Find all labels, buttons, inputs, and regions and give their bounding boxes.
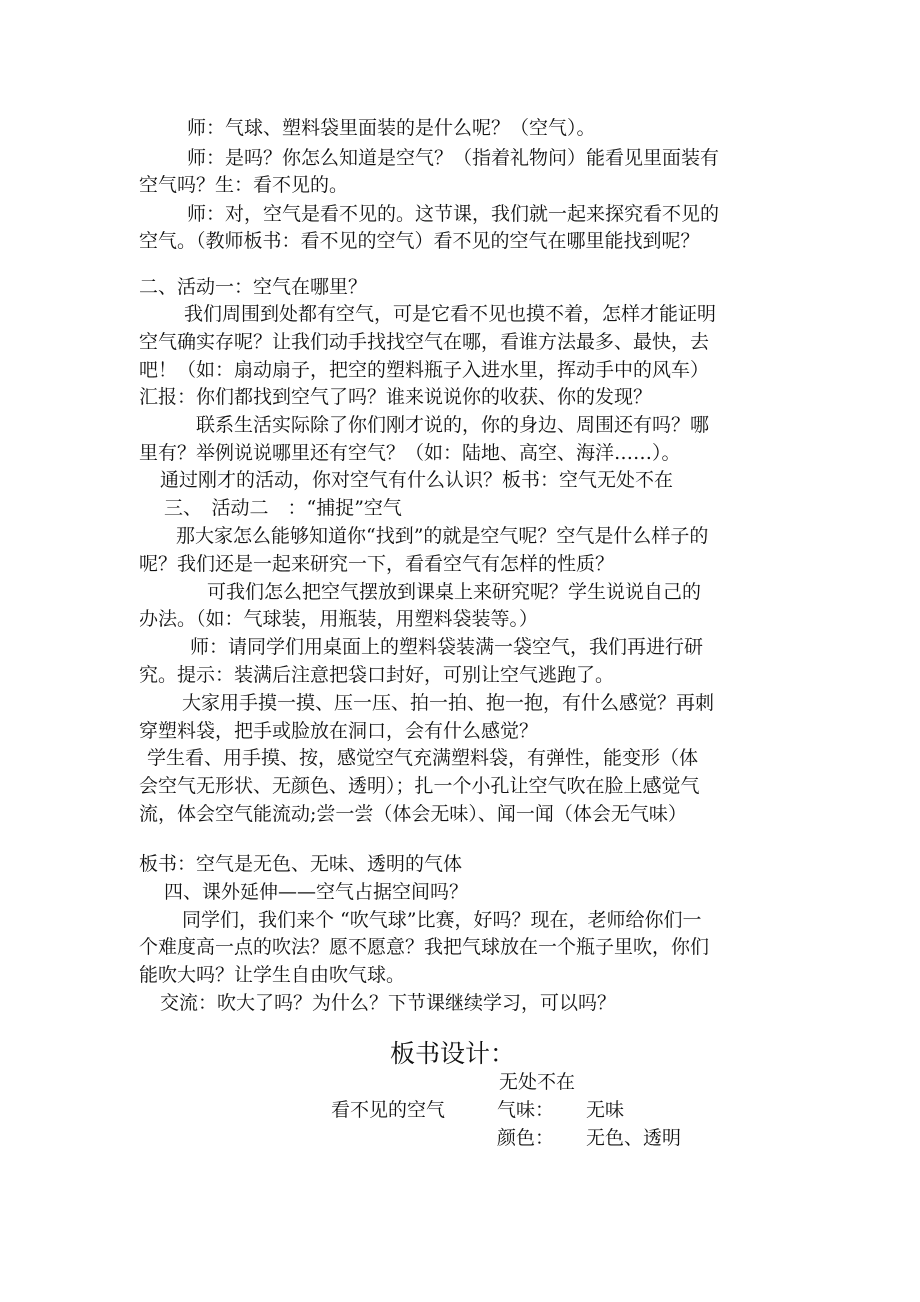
text-line: 师：气球、塑料袋里面装的是什么呢？（空气）。 [187, 117, 596, 139]
text-line: 呢？我们还是一起来研究一下，看看空气有怎样的性质？ [139, 553, 615, 575]
text-line: 师：对，空气是看不见的。这节课，我们就一起来探究看不见的 [187, 203, 720, 225]
text-line: 汇报：你们都找到空气了吗？谁来说说你的收获、你的发现？ [139, 386, 653, 408]
text-line: 究。提示：装满后注意把袋口封好，可别让空气逃跑了。 [139, 664, 615, 686]
board-color-value: 无色、透明 [586, 1127, 682, 1149]
text-line: 能吹大吗？让学生自由吹气球。 [139, 964, 406, 986]
text-line: 流，体会空气能流动;尝一尝（体会无味）、闻一闻（体会无气味） [139, 803, 687, 825]
board-design-title: 板书设计： [390, 1039, 516, 1068]
board-smell-label: 气味： [497, 1099, 555, 1121]
board-color-label: 颜色： [497, 1127, 555, 1149]
text-line: 会空气无形状、无颜色、透明）；扎一个小孔让空气吹在脸上感觉气 [139, 775, 700, 797]
text-line: 学生看、用手摸、按，感觉空气充满塑料袋，有弹性，能变形（体 [147, 747, 699, 769]
text-line: 交流：吹大了吗？为什么？下节课继续学习，可以吗？ [160, 992, 617, 1014]
text-line: 我们周围到处都有空气，可是它看不见也摸不着，怎样才能证明 [184, 303, 717, 325]
text-line: 师：是吗？你怎么知道是空气？（指着礼物问）能看见里面装有 [187, 147, 720, 169]
text-line: 可我们怎么把空气摆放到课桌上来研究呢？学生说说自己的 [207, 581, 702, 603]
text-line: 那大家怎么能够知道你“找到”的就是空气呢？空气是什么样子的 [176, 525, 709, 547]
text-line: 空气。（教师板书：看不见的空气）看不见的空气在哪里能找到呢？ [139, 230, 700, 252]
text-line: 大家用手摸一摸、压一压、拍一拍、抱一抱，有什么感觉？再刺 [182, 692, 715, 714]
board-note: 板书：空气是无色、无味、透明的气体 [139, 853, 463, 875]
text-line: 空气确实存呢？让我们动手找找空气在哪，看谁方法最多、最快，去 [139, 331, 710, 353]
text-line: 通过刚才的活动，你对空气有什么认识？板书：空气无处不在 [160, 469, 674, 491]
board-everywhere: 无处不在 [499, 1071, 576, 1093]
board-main-topic: 看不见的空气 [331, 1099, 446, 1121]
board-smell-value: 无味 [586, 1099, 625, 1121]
text-line: 办法。（如：气球装，用瓶装，用塑料袋装等。） [139, 608, 539, 630]
text-line: 里有？举例说说哪里还有空气？（如：陆地、高空、海洋……）。 [139, 442, 681, 464]
section-heading: 三、 活动二 ：“捕捉”空气 [164, 497, 402, 519]
section-heading: 二、活动一：空气在哪里？ [139, 276, 368, 298]
text-line: 同学们，我们来个 “吹气球”比赛，好吗？现在，老师给你们一 [182, 909, 702, 931]
section-heading: 四、课外延伸——空气占据空间吗？ [164, 881, 469, 903]
text-line: 穿塑料袋，把手或脸放在洞口，会有什么感觉？ [139, 720, 539, 742]
text-line: 联系生活实际除了你们刚才说的，你的身边、周围还有吗？哪 [196, 414, 710, 436]
text-line: 师：请同学们用桌面上的塑料袋装满一袋空气，我们再进行研 [190, 636, 704, 658]
text-line: 吧！（如：扇动扇子，把空的塑料瓶子入进水里，挥动手中的风车） [139, 359, 710, 381]
text-line: 空气吗？生：看不见的。 [139, 174, 349, 196]
text-line: 个难度高一点的吹法？愿不愿意？我把气球放在一个瓶子里吹，你们 [139, 936, 710, 958]
